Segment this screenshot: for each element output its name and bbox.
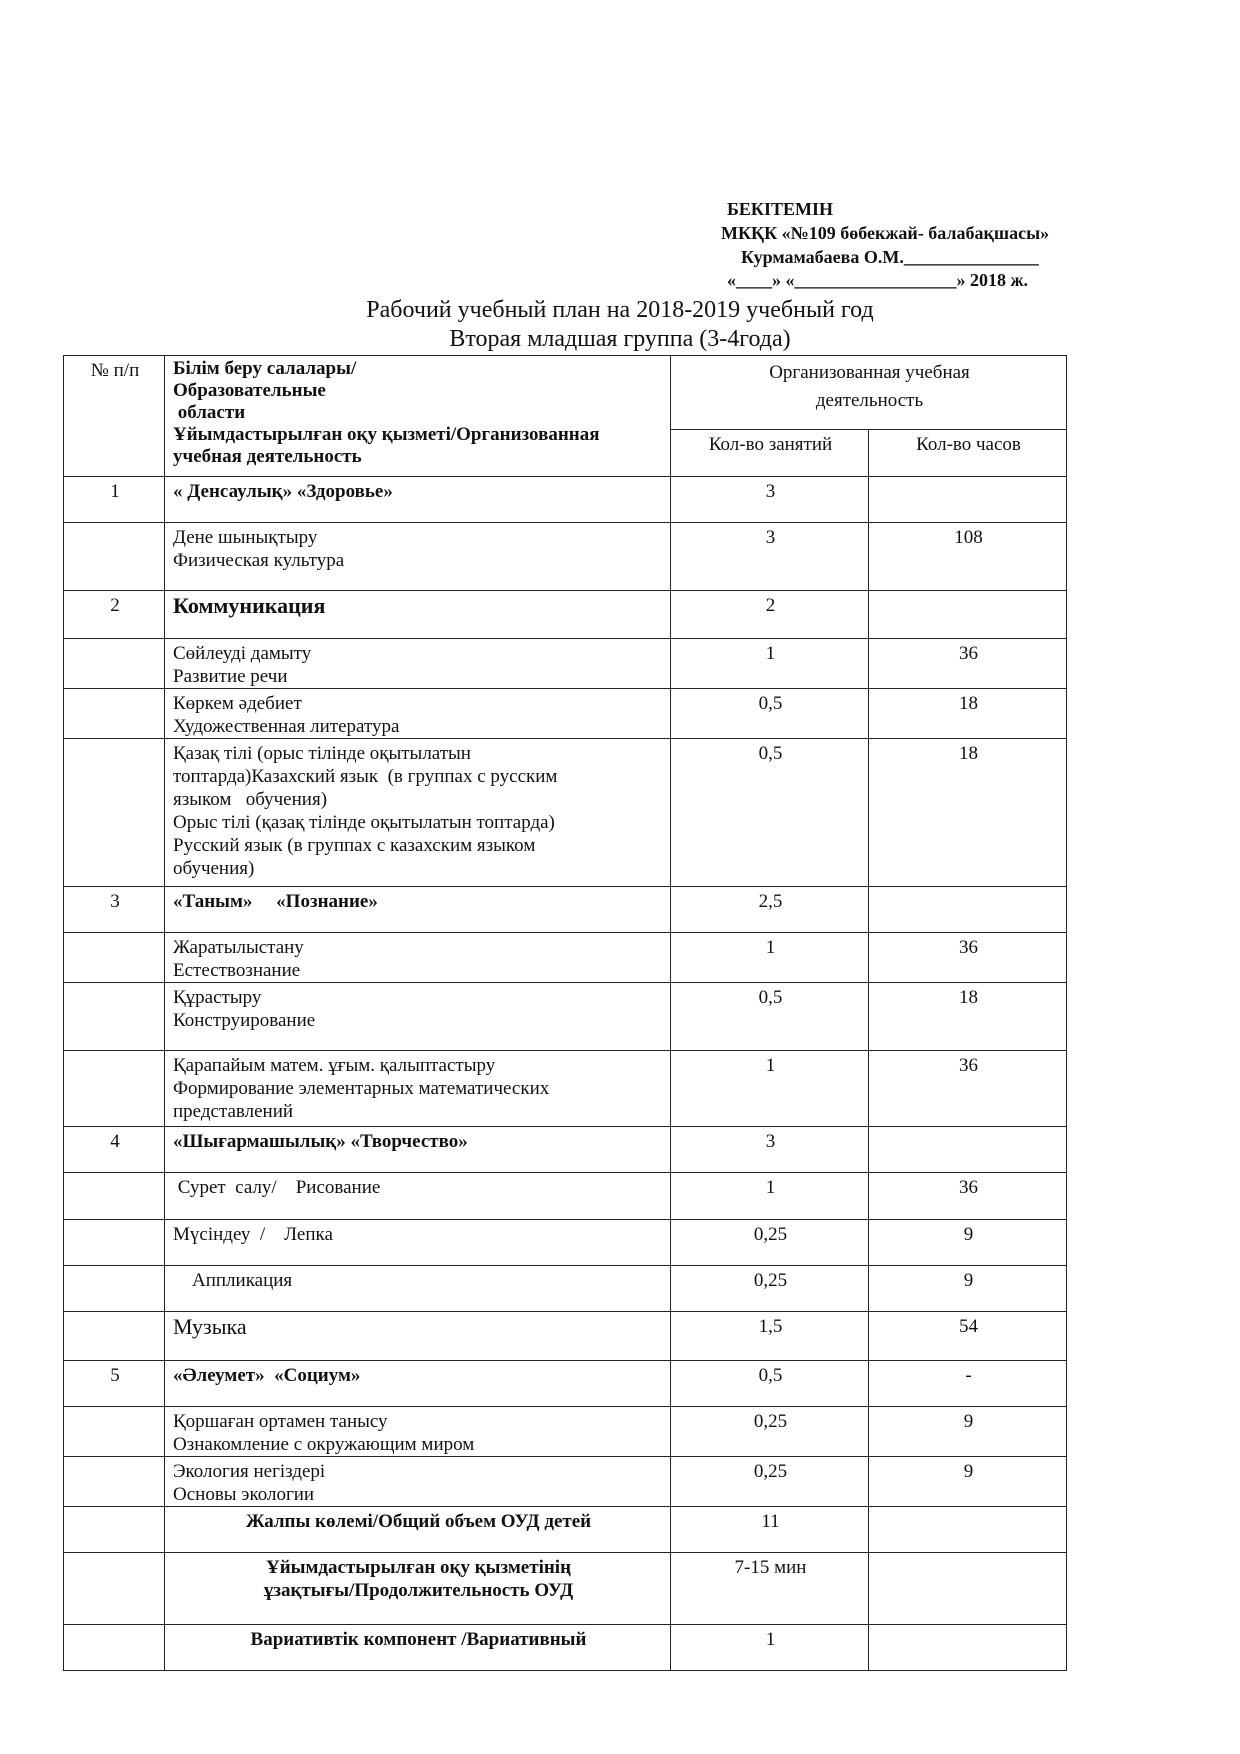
subject-line: «Әлеумет» «Социум» xyxy=(173,1365,361,1386)
subject-line: Формирование элементарных математических xyxy=(173,1078,550,1099)
row-number xyxy=(64,1173,165,1220)
subject-line: ұзақтығы/Продолжительность ОУД xyxy=(263,1580,574,1601)
row-subject xyxy=(165,887,671,933)
header-area-line: Образовательные xyxy=(173,380,326,401)
row-number xyxy=(64,639,165,689)
row-subject xyxy=(165,1127,671,1173)
row-number: 3 xyxy=(64,887,165,933)
row-lessons: 0,25 xyxy=(671,1220,869,1266)
row-lessons: 3 xyxy=(671,477,869,523)
row-hours xyxy=(869,887,1067,933)
row-hours: 18 xyxy=(869,739,1067,887)
subject-line: Қоршаған ортамен танысу xyxy=(173,1411,388,1432)
row-hours: - xyxy=(869,1361,1067,1407)
approval-heading: БЕКІТЕМІН xyxy=(727,199,833,219)
subject-line: языком обучения) xyxy=(173,789,328,810)
approval-date: «____» «__________________» 2018 ж. xyxy=(727,270,1029,290)
row-lessons: 1,5 xyxy=(671,1312,869,1361)
row-hours: 18 xyxy=(869,983,1067,1051)
row-lessons: 1 xyxy=(671,1173,869,1220)
subject-line: топтарда)Казахский язык (в группах с русским xyxy=(173,766,558,787)
table-header-row xyxy=(64,356,1067,430)
row-subject xyxy=(165,933,671,983)
subject-line: Основы экологии xyxy=(173,1484,315,1505)
row-lessons: 11 xyxy=(671,1507,869,1553)
subject-line: Вариативтік компонент /Вариативный xyxy=(250,1629,587,1650)
row-number: 1 xyxy=(64,477,165,523)
subject-line: Ұйымдастырылған оқу қызметінің xyxy=(265,1557,572,1578)
header-number: № п/п xyxy=(64,356,165,477)
table-row xyxy=(64,1553,1067,1625)
row-subject xyxy=(165,1361,671,1407)
table-row xyxy=(64,1457,1067,1507)
subject-line: Экология негіздері xyxy=(173,1461,326,1482)
row-lessons: 2,5 xyxy=(671,887,869,933)
row-lessons: 0,25 xyxy=(671,1407,869,1457)
row-number: 5 xyxy=(64,1361,165,1407)
row-subject xyxy=(165,1457,671,1507)
row-lessons: 0,25 xyxy=(671,1266,869,1312)
row-lessons: 0,5 xyxy=(671,739,869,887)
row-number xyxy=(64,1407,165,1457)
row-hours xyxy=(869,1625,1067,1671)
row-lessons: 7-15 мин xyxy=(671,1553,869,1625)
subject-line: Ознакомление с окружающим миром xyxy=(173,1434,475,1455)
row-subject xyxy=(165,1407,671,1457)
row-subject xyxy=(165,523,671,591)
table-row xyxy=(64,1407,1067,1457)
row-subject xyxy=(165,1625,671,1671)
row-lessons: 2 xyxy=(671,591,869,639)
row-subject xyxy=(165,1312,671,1361)
table-row xyxy=(64,1507,1067,1553)
page-subtitle: Вторая младшая группа (3-4года) xyxy=(449,326,791,352)
subject-line: представлений xyxy=(173,1101,294,1122)
row-lessons: 1 xyxy=(671,639,869,689)
header-area-line: Білім беру салалары/ xyxy=(173,358,357,379)
row-lessons: 1 xyxy=(671,1625,869,1671)
approval-block xyxy=(0,0,1240,300)
row-number xyxy=(64,1507,165,1553)
row-hours: 9 xyxy=(869,1457,1067,1507)
row-number xyxy=(64,1553,165,1625)
row-subject xyxy=(165,983,671,1051)
row-number: 4 xyxy=(64,1127,165,1173)
row-subject xyxy=(165,1507,671,1553)
row-lessons: 0,25 xyxy=(671,1457,869,1507)
subject-line: Художественная литература xyxy=(173,716,400,737)
row-number xyxy=(64,1625,165,1671)
table-row xyxy=(64,689,1067,739)
header-org-line: Организованная учебная xyxy=(769,362,970,383)
header-area-line: области xyxy=(173,402,246,423)
row-subject xyxy=(165,1553,671,1625)
table-row xyxy=(64,1220,1067,1266)
table-row xyxy=(64,1266,1067,1312)
subject-line: обучения) xyxy=(173,858,255,879)
row-hours xyxy=(869,1507,1067,1553)
subject-line: «Шығармашылық» «Творчество» xyxy=(173,1131,468,1152)
subject-line: «Таным» «Познание» xyxy=(173,891,378,912)
row-hours: 108 xyxy=(869,523,1067,591)
row-subject xyxy=(165,591,671,639)
row-lessons: 0,5 xyxy=(671,1361,869,1407)
row-subject xyxy=(165,639,671,689)
row-hours xyxy=(869,1553,1067,1625)
table-row xyxy=(64,887,1067,933)
subject-line: Сөйлеуді дамыту xyxy=(173,643,312,664)
row-number xyxy=(64,523,165,591)
subject-line: Русский язык (в группах с казахским языком xyxy=(173,835,536,856)
row-subject xyxy=(165,1266,671,1312)
row-subject xyxy=(165,1051,671,1127)
row-subject xyxy=(165,689,671,739)
table-row xyxy=(64,1312,1067,1361)
row-hours: 18 xyxy=(869,689,1067,739)
row-hours xyxy=(869,1127,1067,1173)
header-area-line: Ұйымдастырылған оқу қызметі/Организованная xyxy=(173,424,600,445)
row-subject xyxy=(165,1220,671,1266)
table-body xyxy=(64,477,1067,1671)
table-row xyxy=(64,983,1067,1051)
row-lessons: 3 xyxy=(671,1127,869,1173)
header-area-line: учебная деятельность xyxy=(173,446,362,467)
subject-line: Жалпы көлемі/Общий объем ОУД детей xyxy=(245,1511,592,1532)
table-row xyxy=(64,591,1067,639)
row-number xyxy=(64,1266,165,1312)
row-hours xyxy=(869,591,1067,639)
row-hours: 36 xyxy=(869,1051,1067,1127)
row-number xyxy=(64,689,165,739)
table-row xyxy=(64,1051,1067,1127)
subject-line: Физическая культура xyxy=(173,550,345,571)
row-number xyxy=(64,983,165,1051)
subject-line: Конструирование xyxy=(173,1010,316,1031)
subject-line: Қарапайым матем. ұғым. қалыптастыру xyxy=(173,1055,496,1076)
approval-director: Курмамабаева О.М._______________ xyxy=(741,247,1039,267)
subject-line: Аппликация xyxy=(173,1270,293,1291)
row-hours: 9 xyxy=(869,1220,1067,1266)
row-hours: 9 xyxy=(869,1266,1067,1312)
header-org-line: деятельность xyxy=(815,390,924,411)
row-subject xyxy=(165,477,671,523)
row-number xyxy=(64,739,165,887)
subject-line: Естествознание xyxy=(173,960,301,981)
table-row xyxy=(64,1625,1067,1671)
subject-line: Орыс тілі (қазақ тілінде оқытылатын топтарда) xyxy=(173,812,555,833)
curriculum-table xyxy=(63,355,1067,1671)
row-number: 2 xyxy=(64,591,165,639)
row-lessons: 1 xyxy=(671,1051,869,1127)
row-hours: 54 xyxy=(869,1312,1067,1361)
row-hours: 36 xyxy=(869,933,1067,983)
header-hours: Кол-во часов xyxy=(869,430,1067,477)
row-number xyxy=(64,1051,165,1127)
row-number xyxy=(64,1457,165,1507)
row-hours: 36 xyxy=(869,639,1067,689)
header-area xyxy=(165,356,671,477)
row-lessons: 1 xyxy=(671,933,869,983)
subject-line: Сурет салу/ Рисование xyxy=(173,1177,381,1198)
subject-line: « Денсаулық» «Здоровье» xyxy=(173,481,393,502)
subject-line: Көркем әдебиет xyxy=(173,693,302,714)
header-organized-activity xyxy=(671,356,1067,430)
page-title: Рабочий учебный план на 2018-2019 учебный год xyxy=(366,297,874,323)
table-row xyxy=(64,1361,1067,1407)
table-row xyxy=(64,739,1067,887)
subject-line: Музыка xyxy=(173,1314,247,1339)
row-lessons: 3 xyxy=(671,523,869,591)
table-row xyxy=(64,1173,1067,1220)
subject-line: Развитие речи xyxy=(173,666,288,687)
row-number xyxy=(64,933,165,983)
row-hours xyxy=(869,477,1067,523)
row-lessons: 0,5 xyxy=(671,983,869,1051)
row-hours: 9 xyxy=(869,1407,1067,1457)
row-hours: 36 xyxy=(869,1173,1067,1220)
subject-line: Мүсіндеу / Лепка xyxy=(173,1224,333,1245)
row-subject xyxy=(165,1173,671,1220)
header-lessons: Кол-во занятий xyxy=(671,430,869,477)
row-lessons: 0,5 xyxy=(671,689,869,739)
row-number xyxy=(64,1312,165,1361)
table-row xyxy=(64,639,1067,689)
table-row xyxy=(64,933,1067,983)
subject-line: Қазақ тілі (орыс тілінде оқытылатын xyxy=(173,743,471,764)
approval-organization: МКҚК «№109 бөбекжай- балабақшасы» xyxy=(721,223,1050,243)
table-row xyxy=(64,477,1067,523)
table-row xyxy=(64,523,1067,591)
row-number xyxy=(64,1220,165,1266)
subject-line: Жаратылыстану xyxy=(173,937,304,958)
subject-line: Дене шынықтыру xyxy=(173,527,318,548)
table-row xyxy=(64,1127,1067,1173)
subject-line: Құрастыру xyxy=(173,987,262,1008)
subject-line: Коммуникация xyxy=(173,593,326,618)
row-subject xyxy=(165,739,671,887)
